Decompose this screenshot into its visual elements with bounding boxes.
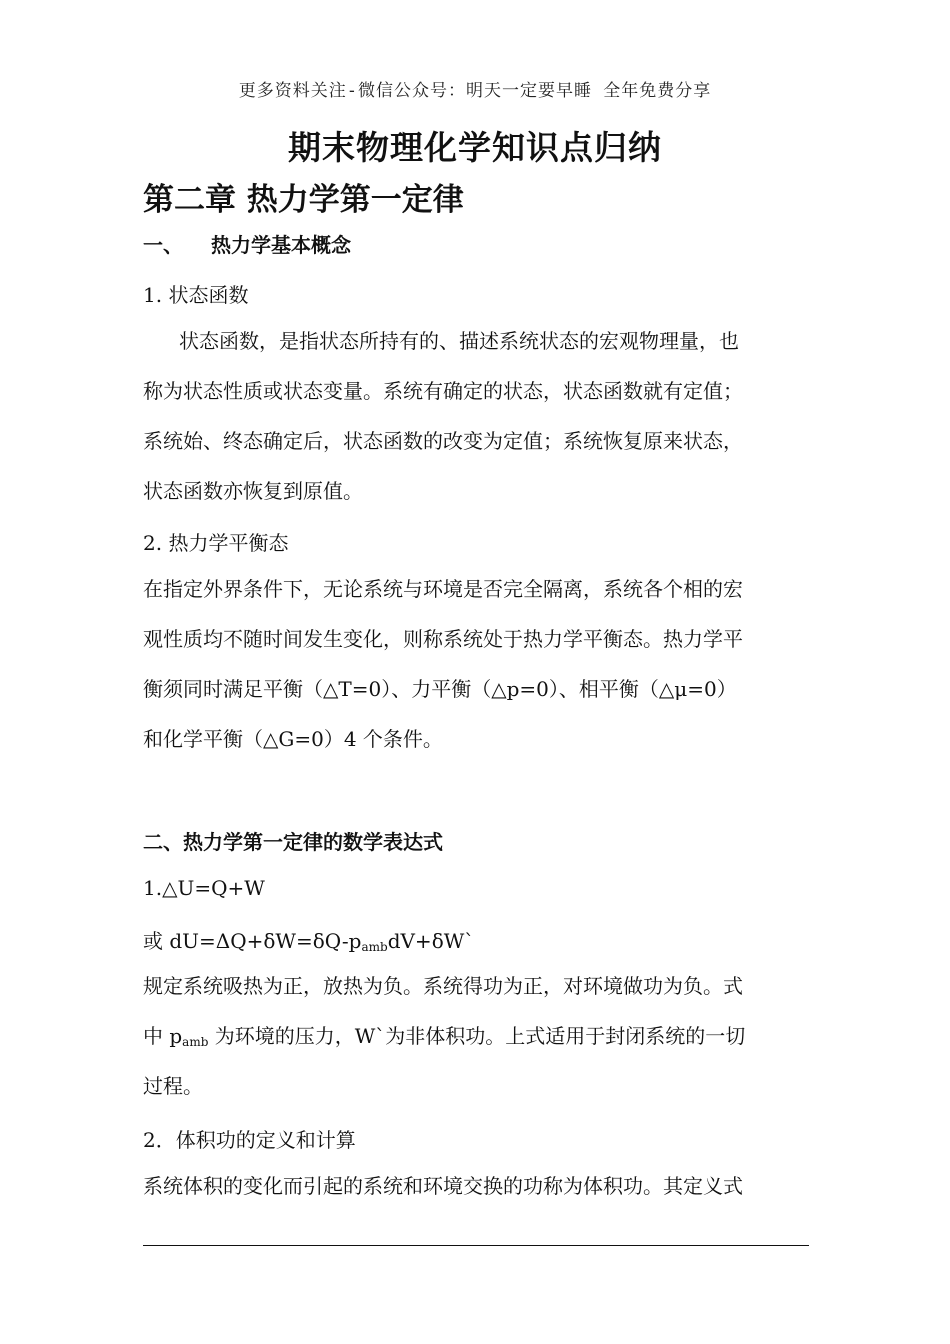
- paragraph-line: 观性质均不随时间发生变化，则称系统处于热力学平衡态。热力学平: [143, 627, 743, 651]
- formula-2: [143, 925, 474, 954]
- paragraph-line: 规定系统吸热为正，放热为负。系统得功为正，对环境做功为负。式: [143, 974, 743, 998]
- chapter-title: 第二章 热力学第一定律: [143, 182, 464, 218]
- paragraph-line: 称为状态性质或状态变量。系统有确定的状态，状态函数就有定值；: [143, 379, 743, 403]
- paragraph-line: 状态函数亦恢复到原值。: [143, 479, 363, 503]
- item-2-paragraph: [143, 564, 811, 764]
- desc-line2-pre: 中 p: [143, 1024, 183, 1048]
- section-2-heading: 二、热力学第一定律的数学表达式: [143, 830, 443, 854]
- desc-line2-subscript: amb: [182, 1035, 209, 1049]
- paragraph-line: 系统始、终态确定后，状态函数的改变为定值；系统恢复原来状态，: [143, 429, 743, 453]
- paragraph-line: 衡须同时满足平衡（△T=0）、力平衡（△p=0）、相平衡（△μ=0）: [143, 677, 737, 701]
- section-2-description: [143, 961, 811, 1111]
- item-1-paragraph: [143, 316, 811, 516]
- paragraph-line: 系统体积的变化而引起的系统和环境交换的功称为体积功。其定义式: [143, 1174, 743, 1198]
- footer-divider: [143, 1245, 809, 1246]
- header-note: 更多资料关注-微信公众号：明天一定要早睡 全年免费分享: [238, 81, 712, 101]
- section-2-item-2-paragraph: [143, 1161, 811, 1211]
- paragraph-line: 和化学平衡（△G=0）4 个条件。: [143, 727, 443, 751]
- formula-2-subscript: amb: [361, 940, 388, 954]
- section-1-number: 一、: [143, 233, 183, 257]
- formula-2-post: dV+δW`: [387, 929, 475, 953]
- formula-1: 1.△U=Q+W: [143, 876, 265, 900]
- paragraph-line: 状态函数，是指状态所持有的、描述系统状态的宏观物理量，也: [179, 329, 739, 353]
- section-1-heading: [143, 229, 351, 258]
- section-1-title: 热力学基本概念: [211, 233, 351, 257]
- paragraph-line: 在指定外界条件下，无论系统与环境是否完全隔离，系统各个相的宏: [143, 577, 743, 601]
- item-1-heading: 1. 状态函数: [143, 283, 249, 307]
- document-title: 期末物理化学知识点归纳: [288, 128, 662, 167]
- paragraph-line: 过程。: [143, 1074, 203, 1098]
- formula-2-pre: 或 dU=ΔQ+δW=δQ-p: [143, 929, 362, 953]
- section-2-item-2-heading: 2．体积功的定义和计算: [143, 1128, 356, 1152]
- item-2-heading: 2. 热力学平衡态: [143, 531, 289, 555]
- desc-line2-post: 为环境的压力，W`为非体积功。上式适用于封闭系统的一切: [208, 1024, 746, 1048]
- paragraph-line: [143, 1011, 811, 1061]
